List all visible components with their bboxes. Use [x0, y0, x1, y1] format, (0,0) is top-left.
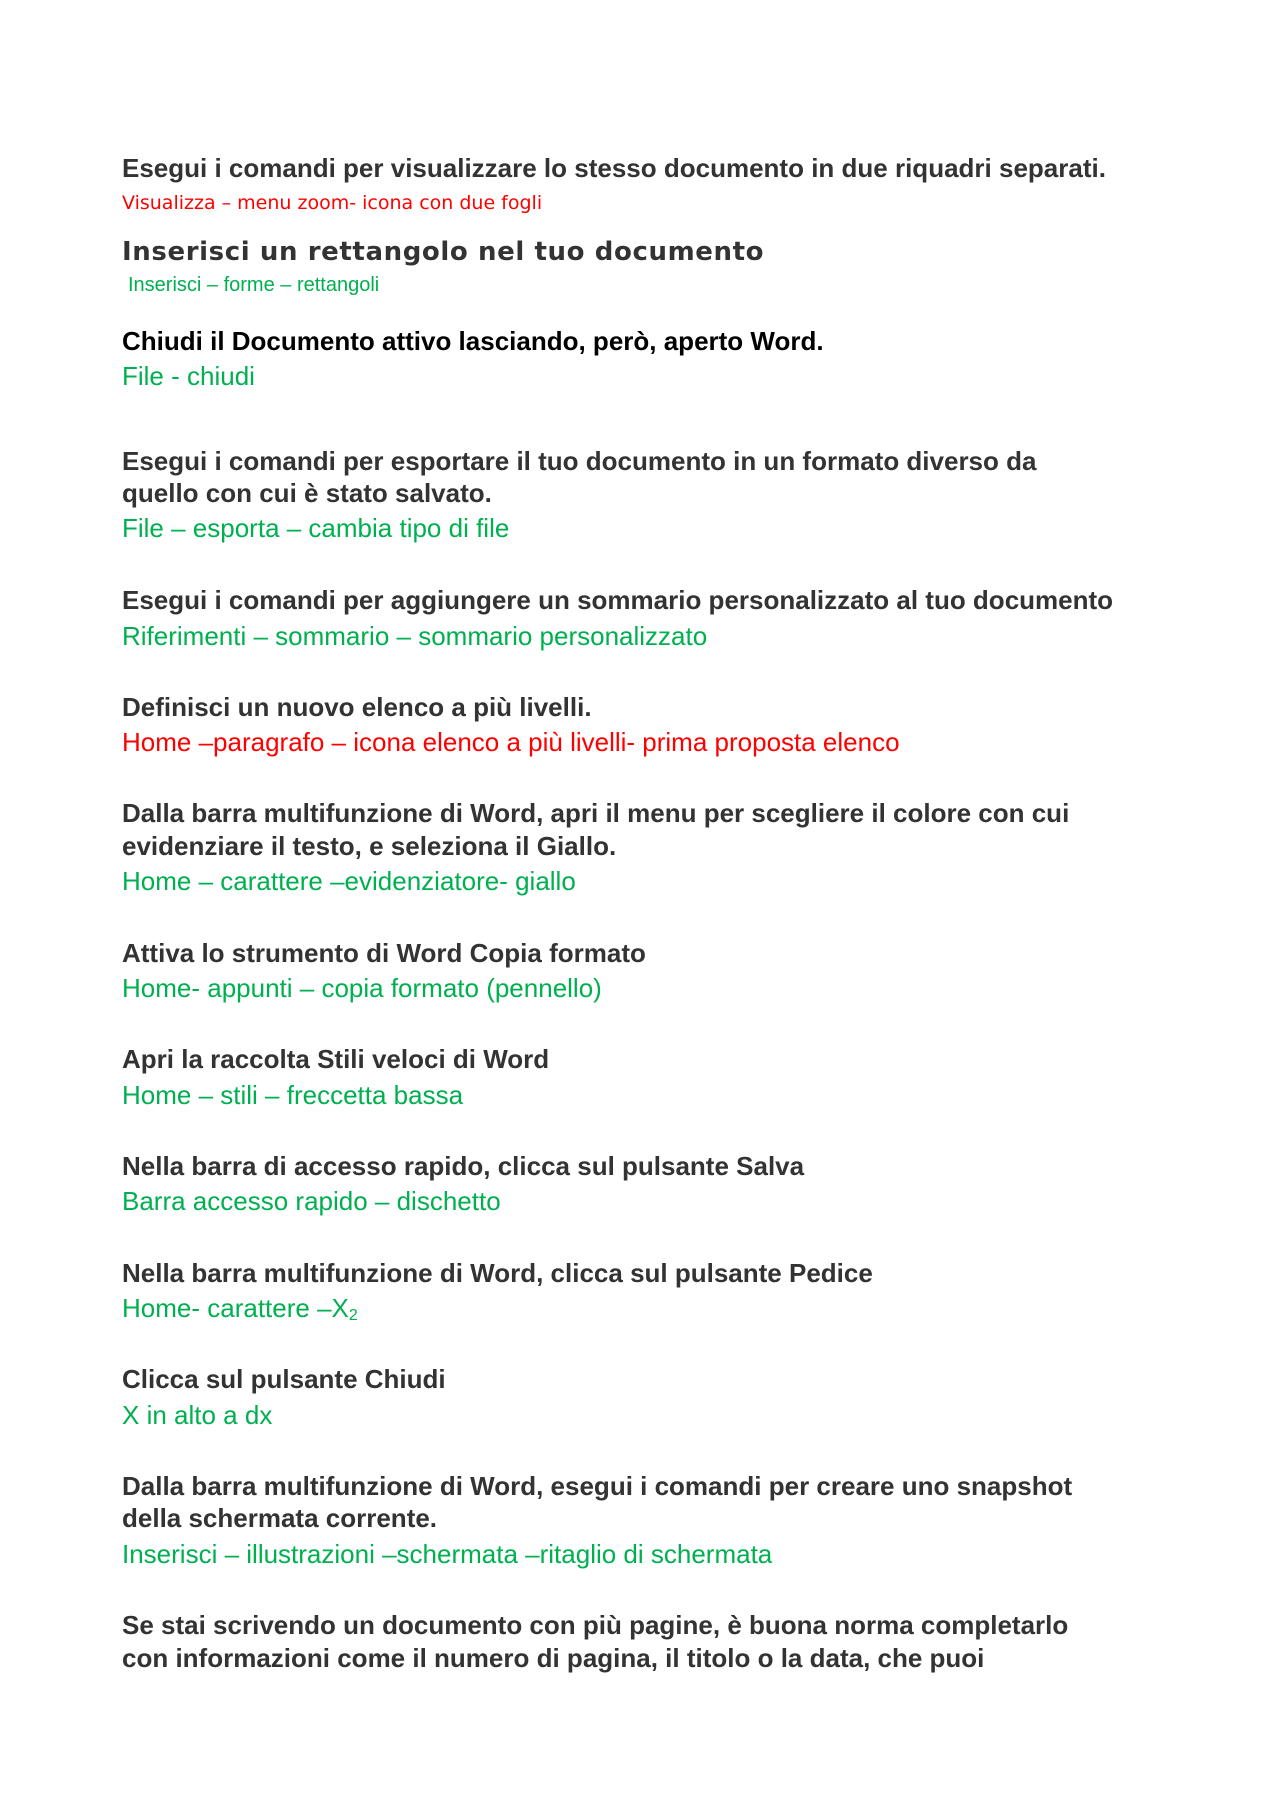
question-text: Inserisci un rettangolo nel tuo documento [122, 237, 765, 267]
subscript-text: 2 [348, 1307, 358, 1324]
answer-text: File – esporta – cambia tipo di file [122, 513, 510, 543]
answer-text: Visualizza – menu zoom- icona con due fogli [122, 192, 543, 214]
question-text: Attiva lo strumento di Word Copia formato [122, 938, 646, 968]
answer-text: Inserisci – illustrazioni –schermata –ritaglio di schermata [122, 1539, 773, 1569]
question-text-line-1: Esegui i comandi per esportare il tuo documento in un formato diverso da [122, 446, 1037, 476]
answer-text: File - chiudi [122, 361, 255, 391]
answer-line [122, 1293, 358, 1325]
answer-text: Home – stili – freccetta bassa [122, 1080, 464, 1110]
answer-text: Riferimenti – sommario – sommario personalizzato [122, 621, 708, 651]
answer-text: Inserisci – forme – rettangoli [128, 274, 380, 296]
answer-text: X in alto a dx [122, 1400, 273, 1430]
question-text-line-2: evidenziare il testo, e seleziona il Giallo. [122, 831, 617, 861]
question-text: Apri la raccolta Stili veloci di Word [122, 1044, 550, 1074]
question-text-line-2: con informazioni come il numero di pagina, il titolo o la data, che puoi [122, 1643, 985, 1673]
question-text: Clicca sul pulsante Chiudi [122, 1364, 446, 1394]
question-text-line-1: Se stai scrivendo un documento con più pagine, è buona norma completarlo [122, 1610, 1069, 1640]
question-text: Definisci un nuovo elenco a più livelli. [122, 692, 592, 722]
question-text-line-1: Dalla barra multifunzione di Word, esegui i comandi per creare uno snapshot [122, 1471, 1073, 1501]
answer-text: Home – carattere –evidenziatore- giallo [122, 866, 576, 896]
question-text: Chiudi il Documento attivo lasciando, però, aperto Word. [122, 326, 824, 356]
answer-text: Home- appunti – copia formato (pennello) [122, 973, 602, 1003]
answer-text: Barra accesso rapido – dischetto [122, 1186, 501, 1216]
question-text-line-2: quello con cui è stato salvato. [122, 478, 492, 508]
answer-text: Home- carattere –X [122, 1293, 349, 1323]
question-text-line-2: della schermata corrente. [122, 1503, 438, 1533]
answer-text: Home –paragrafo – icona elenco a più livelli- prima proposta elenco [122, 727, 900, 757]
question-text: Esegui i comandi per aggiungere un sommario personalizzato al tuo documento [122, 585, 1114, 615]
question-text-line-1: Dalla barra multifunzione di Word, apri il menu per scegliere il colore con cui [122, 798, 1070, 828]
question-text: Nella barra multifunzione di Word, clicca sul pulsante Pedice [122, 1258, 873, 1288]
question-text: Esegui i comandi per visualizzare lo stesso documento in due riquadri separati. [122, 153, 1106, 183]
question-text: Nella barra di accesso rapido, clicca sul pulsante Salva [122, 1151, 805, 1181]
